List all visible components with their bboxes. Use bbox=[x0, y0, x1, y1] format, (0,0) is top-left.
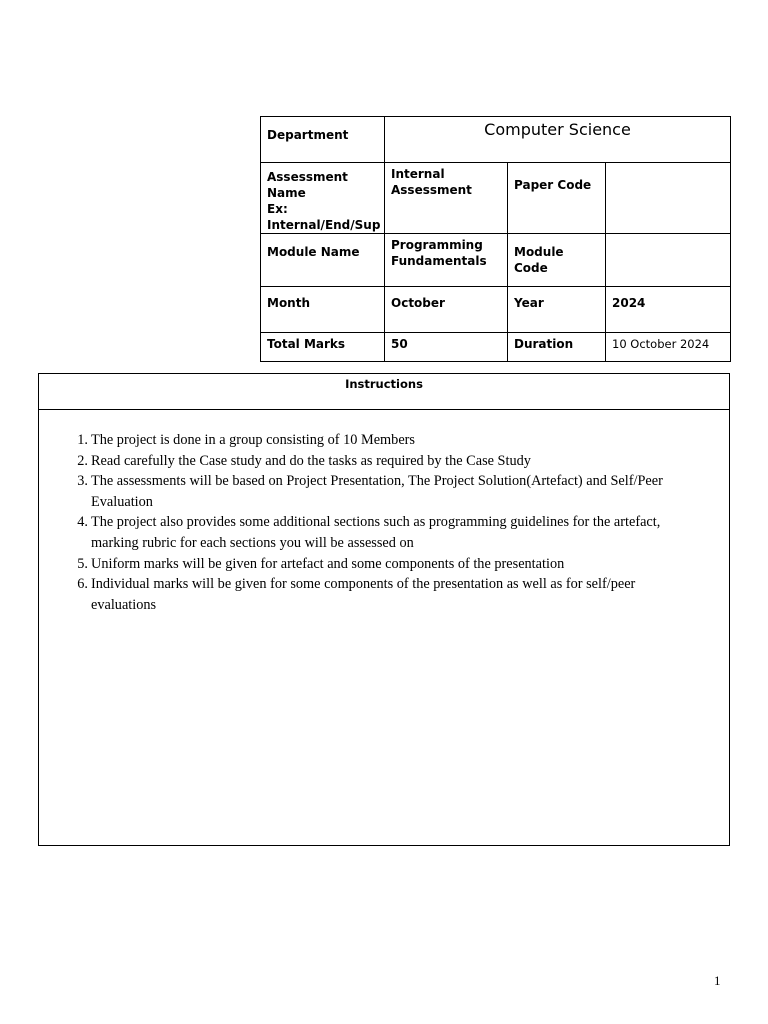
module-name-value-line: Fundamentals bbox=[391, 254, 487, 268]
instruction-text-line: Evaluation bbox=[91, 493, 153, 510]
instruction-number: 4. bbox=[77, 514, 88, 531]
assessment-name-value-line: Assessment bbox=[391, 183, 472, 197]
instruction-item bbox=[77, 574, 709, 615]
assessment-info-table bbox=[260, 116, 731, 362]
module-name-value-line: Programming bbox=[391, 238, 483, 252]
month-label: Month bbox=[261, 287, 385, 333]
assessment-name-value-line: Internal bbox=[391, 167, 445, 181]
instruction-text-line: The assessments will be based on Project Presentation, The Project Solution(Artefact) and Self/Peer bbox=[91, 473, 663, 490]
instruction-number: 6. bbox=[77, 576, 88, 593]
assessment-name-value bbox=[385, 163, 508, 234]
duration-value: 10 October 2024 bbox=[606, 333, 731, 362]
assessment-name-label bbox=[261, 163, 385, 234]
department-label: Department bbox=[261, 117, 385, 163]
paper-code-value bbox=[606, 163, 731, 234]
instruction-text-line: Uniform marks will be given for artefact and some components of the presentation bbox=[91, 555, 565, 572]
page-number: 1 bbox=[714, 973, 721, 988]
module-name-value bbox=[385, 234, 508, 287]
month-row bbox=[261, 287, 731, 333]
department-row bbox=[261, 117, 731, 163]
module-code-label: Module Code bbox=[508, 234, 606, 287]
instruction-number: 3. bbox=[77, 473, 88, 490]
module-name-row bbox=[261, 234, 731, 287]
instruction-text-line: Individual marks will be given for some components of the presentation as well as for self/peer bbox=[91, 576, 636, 593]
instruction-item bbox=[77, 471, 709, 512]
month-value: October bbox=[385, 287, 508, 333]
instruction-number: 5. bbox=[77, 555, 88, 572]
instruction-text-line: The project is done in a group consisting of 10 Members bbox=[91, 432, 415, 448]
total-marks-label: Total Marks bbox=[261, 333, 385, 362]
instruction-number: 2. bbox=[77, 452, 88, 469]
assessment-name-label-line: Assessment Name bbox=[267, 170, 348, 200]
instruction-item bbox=[77, 554, 709, 575]
department-value: Computer Science bbox=[385, 117, 731, 163]
total-marks-value: 50 bbox=[385, 333, 508, 362]
instructions-title: Instructions bbox=[39, 374, 729, 410]
year-label: Year bbox=[508, 287, 606, 333]
instruction-text-line: Read carefully the Case study and do the tasks as required by the Case Study bbox=[91, 452, 531, 469]
instruction-item bbox=[77, 430, 709, 451]
duration-label: Duration bbox=[508, 333, 606, 362]
total-marks-row bbox=[261, 333, 731, 362]
instruction-item bbox=[77, 451, 709, 472]
instruction-number: 1. bbox=[77, 432, 88, 448]
instruction-text-line: evaluations bbox=[91, 596, 157, 613]
instruction-text-line: The project also provides some additional sections such as programming guidelines for the artefact, bbox=[91, 514, 661, 531]
instructions-box bbox=[38, 373, 730, 846]
assessment-name-label-line: Internal/End/Sup bbox=[267, 218, 381, 232]
assessment-name-row bbox=[261, 163, 731, 234]
instruction-text-line: marking rubric for each sections you will be assessed on bbox=[91, 534, 414, 551]
module-code-value bbox=[606, 234, 731, 287]
module-name-label: Module Name bbox=[261, 234, 385, 287]
assessment-name-label-line: Ex: bbox=[267, 202, 288, 216]
instruction-item bbox=[77, 512, 709, 553]
instructions-list bbox=[39, 410, 729, 615]
paper-code-label: Paper Code bbox=[508, 163, 606, 234]
year-value: 2024 bbox=[606, 287, 731, 333]
